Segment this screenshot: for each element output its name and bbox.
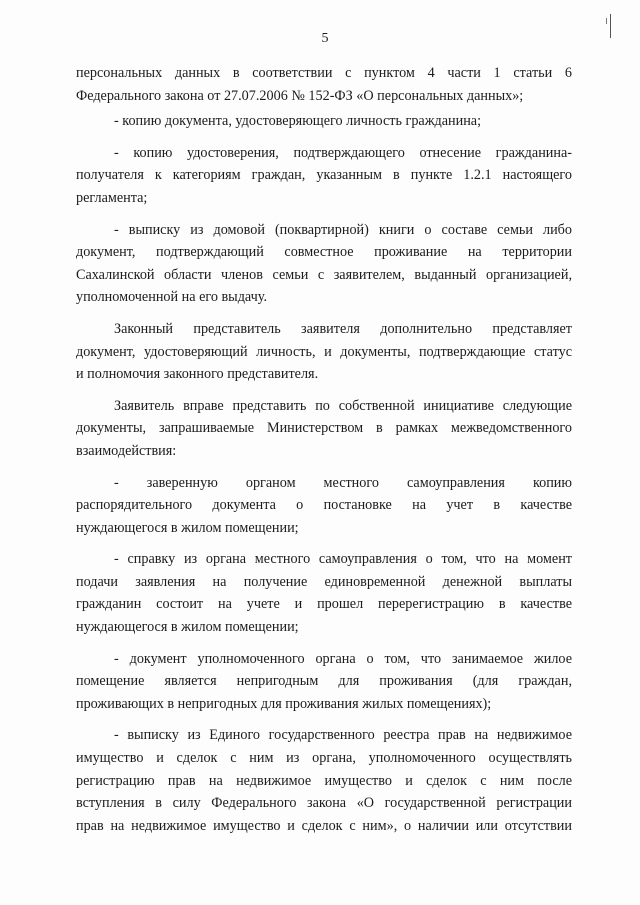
paragraph <box>76 142 572 210</box>
text-line: получателя к категориям граждан, указанным в пункте 1.2.1 настоящего <box>76 167 572 184</box>
paragraph <box>76 219 572 309</box>
text-line: Федерального закона от 27.07.2006 № 152-ФЗ «О персональных данных»; <box>76 87 524 104</box>
text-line: прав на недвижимое имущество и сделок с ним», о наличии или отсутствии <box>76 817 572 834</box>
text-line: - заверенную органом местного самоуправления копию <box>114 474 572 491</box>
text-line: имущество и сделок с ним из органа, уполномоченного осуществлять <box>76 750 572 767</box>
text-line: регистрацию прав на недвижимое имущество и сделок с ним после <box>76 772 572 789</box>
text-line: регламента; <box>76 189 148 206</box>
paragraph <box>76 110 572 133</box>
paragraph <box>76 548 572 638</box>
text-line: - справку из органа местного самоуправления о том, что на момент <box>114 551 572 568</box>
text-line: документ, подтверждающий совместное проживание на территории <box>76 244 572 261</box>
text-line: Заявитель вправе представить по собственной инициативе следующие <box>114 397 572 414</box>
text-line: - копию документа, удостоверяющего личность гражданина; <box>114 113 482 130</box>
text-line: распорядительного документа о постановке на учет в качестве <box>76 497 572 514</box>
text-line: - выписку из Единого государственного реестра прав на недвижимое <box>114 727 572 744</box>
page-number: 5 <box>321 31 329 46</box>
text-line: вступления в силу Федерального закона «О государственной регистрации <box>76 795 572 812</box>
margin-mark <box>606 18 607 24</box>
text-line: персональных данных в соответствии с пунктом 4 части 1 статьи 6 <box>76 65 572 81</box>
text-line: подачи заявления на получение единовременной денежной выплаты <box>76 573 572 590</box>
text-line: - документ уполномоченного органа о том, что занимаемое жилое <box>114 650 572 667</box>
text-line: - выписку из домовой (поквартирной) книги о составе семьи либо <box>114 221 572 238</box>
paragraph <box>76 62 572 107</box>
text-line: - копию удостоверения, подтверждающего отнесение гражданина- <box>114 144 572 161</box>
text-line: взаимодействия: <box>76 442 177 459</box>
text-line: гражданин состоит на учете и прошел перерегистрацию в качестве <box>76 596 572 613</box>
paragraph <box>76 648 572 716</box>
document-body <box>76 62 572 840</box>
paragraph <box>76 318 572 386</box>
text-line: нуждающегося в жилом помещении; <box>76 519 299 536</box>
text-line: проживающих в непригодных для проживания жилых помещениях); <box>76 695 492 712</box>
text-line: Законный представитель заявителя дополнительно представляет <box>114 320 572 337</box>
text-line: Сахалинской области членов семьи с заявителем, выданный организацией, <box>76 266 572 283</box>
text-line: уполномоченной на его выдачу. <box>76 289 268 306</box>
text-line: и полномочия законного представителя. <box>76 366 319 383</box>
text-line: документы, запрашиваемые Министерством в рамках межведомственного <box>76 420 572 437</box>
paragraph <box>76 395 572 463</box>
paragraph <box>76 724 572 837</box>
text-line: нуждающегося в жилом помещении; <box>76 619 299 636</box>
text-line: документ, удостоверяющий личность, и документы, подтверждающие статус <box>76 343 572 360</box>
text-line: помещение является непригодным для проживания (для граждан, <box>76 673 572 690</box>
paragraph <box>76 472 572 540</box>
